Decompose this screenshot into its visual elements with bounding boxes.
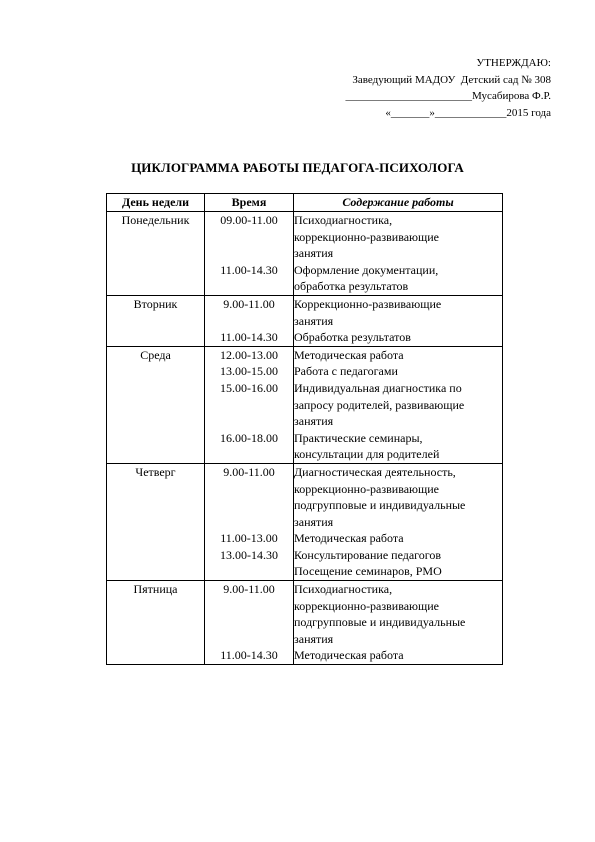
content-line: обработка результатов	[294, 279, 409, 294]
content-line: запросу родителей, развивающие	[294, 397, 465, 412]
time-slot	[205, 514, 293, 531]
time-slot: 16.00-18.00	[220, 430, 278, 445]
time-slot	[205, 446, 293, 463]
time-cell	[205, 581, 294, 665]
time-slot: 12.00-13.00	[220, 347, 278, 362]
content-cell	[294, 212, 503, 296]
content-cell	[294, 463, 503, 580]
table-row	[107, 295, 503, 346]
table-row	[107, 346, 503, 463]
header-time: Время	[205, 194, 294, 212]
time-slot	[205, 229, 293, 246]
time-slot	[205, 397, 293, 414]
time-slot: 15.00-16.00	[220, 380, 278, 395]
time-slot	[205, 563, 293, 580]
content-line: подгрупповые и индивидуальные	[294, 615, 466, 630]
content-line: занятия	[294, 414, 334, 429]
content-line: коррекционно-развивающие	[294, 598, 440, 613]
day-cell: Понедельник	[107, 212, 205, 296]
time-slot	[205, 481, 293, 498]
content-line: коррекционно-развивающие	[294, 481, 440, 496]
content-line: Оформление документации,	[294, 262, 439, 277]
approval-date-line: «_______»_____________2015 года	[385, 106, 551, 119]
content-line: Психодиагностика,	[294, 213, 393, 227]
time-slot: 11.00-14.30	[220, 330, 278, 345]
content-line: Коррекционно-развивающие	[294, 296, 442, 311]
time-slot	[205, 413, 293, 430]
content-line: Работа с педагогами	[294, 364, 398, 379]
time-cell	[205, 212, 294, 296]
time-cell	[205, 463, 294, 580]
time-slot: 11.00-14.30	[220, 648, 278, 663]
approval-signature-line: _______________________Мусабирова Ф.Р.	[345, 90, 551, 102]
content-line: Методическая работа	[294, 531, 404, 546]
time-slot	[205, 245, 293, 262]
content-line: занятия	[294, 313, 334, 328]
content-line: Практические семинары,	[294, 430, 423, 445]
time-slot: 9.00-11.00	[223, 296, 275, 311]
time-slot: 13.00-15.00	[220, 364, 278, 379]
time-slot	[205, 631, 293, 648]
approval-heading: УТНЕРЖДАЮ:	[476, 57, 551, 69]
time-slot: 9.00-11.00	[223, 464, 275, 479]
time-slot	[205, 614, 293, 631]
content-line: занятия	[294, 246, 334, 261]
time-slot	[205, 598, 293, 615]
content-line: Обработка результатов	[294, 330, 411, 345]
table-row	[107, 463, 503, 580]
approval-block	[311, 55, 551, 121]
content-cell	[294, 581, 503, 665]
table-header-row	[107, 194, 503, 212]
content-line: консультации для родителей	[294, 447, 440, 462]
document-title: ЦИКЛОГРАММА РАБОТЫ ПЕДАГОГА-ПСИХОЛОГА	[131, 160, 464, 175]
content-line: Индивидуальная диагностика по	[294, 380, 462, 395]
time-cell	[205, 295, 294, 346]
content-line: Диагностическая деятельность,	[294, 464, 456, 479]
content-line: коррекционно-развивающие	[294, 229, 440, 244]
schedule-body	[107, 212, 503, 665]
content-line: Методическая работа	[294, 347, 404, 362]
content-line: занятия	[294, 631, 334, 646]
time-slot: 11.00-14.30	[220, 262, 278, 277]
content-line: Консультирование педагогов	[294, 547, 442, 562]
day-cell: Среда	[107, 346, 205, 463]
time-slot: 9.00-11.00	[223, 582, 275, 597]
content-line: Психодиагностика,	[294, 582, 393, 597]
header-day: День недели	[107, 194, 205, 212]
table-row	[107, 581, 503, 665]
content-cell	[294, 346, 503, 463]
time-slot	[205, 313, 293, 330]
day-cell: Четверг	[107, 463, 205, 580]
day-cell: Вторник	[107, 295, 205, 346]
time-slot: 09.00-11.00	[220, 213, 278, 227]
table-row	[107, 212, 503, 296]
content-line: Методическая работа	[294, 648, 404, 663]
time-cell	[205, 346, 294, 463]
content-line: занятия	[294, 514, 334, 529]
content-cell	[294, 295, 503, 346]
header-content: Содержание работы	[294, 194, 503, 212]
time-slot: 13.00-14.30	[220, 547, 278, 562]
approval-position: Заведующий МАДОУ Детский сад № 308	[352, 73, 551, 86]
time-slot	[205, 497, 293, 514]
time-slot	[205, 278, 293, 295]
time-slot: 11.00-13.00	[220, 531, 278, 546]
schedule-table	[106, 193, 503, 665]
content-line: подгрупповые и индивидуальные	[294, 498, 466, 513]
content-line: Посещение семинаров, РМО	[294, 564, 442, 579]
day-cell: Пятница	[107, 581, 205, 665]
